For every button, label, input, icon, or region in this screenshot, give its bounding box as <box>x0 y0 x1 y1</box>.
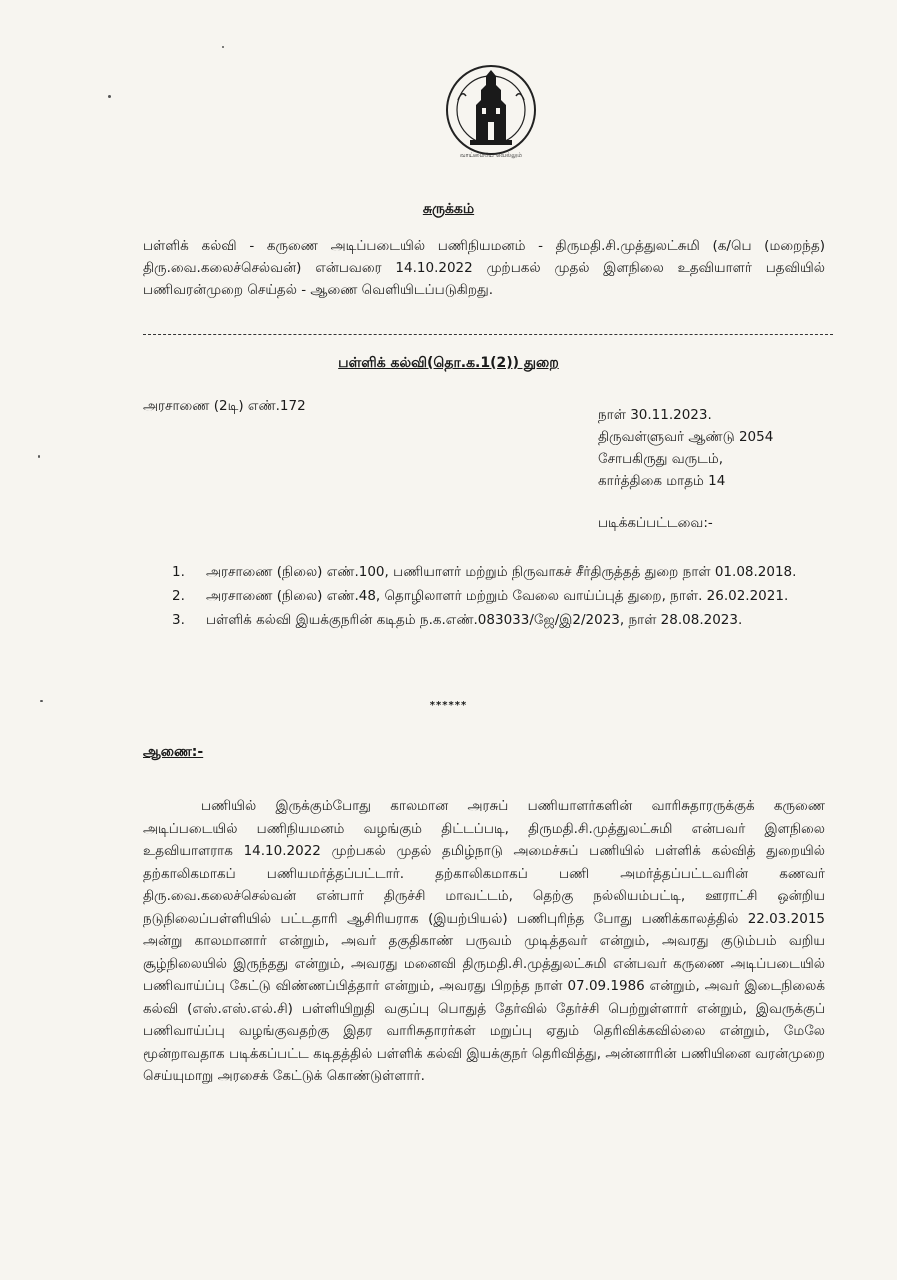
go-number: அரசாணை (2டி) எண்.172 <box>143 398 306 414</box>
reference-text: அரசாணை (நிலை) எண்.100, பணியாளர் மற்றும் நிருவாகச் சீர்திருத்தத் துறை நாள் 01.08.2018. <box>206 564 797 580</box>
date-block <box>598 404 858 492</box>
department-heading: பள்ளிக் கல்வி(தொ.க.1(2)) துறை <box>338 355 559 371</box>
year-cycle-line: சோபகிருது வருடம், <box>598 451 724 467</box>
dashed-divider <box>143 334 833 335</box>
read-label: படிக்கப்பட்டவை:- <box>598 515 713 531</box>
tamil-month-line: கார்த்திகை மாதம் 14 <box>598 473 726 489</box>
order-label: ஆணை:- <box>143 744 204 760</box>
reference-text: அரசாணை (நிலை) எண்.48, தொழிலாளர் மற்றும் வேலை வாய்ப்புத் துறை, நாள். 26.02.2021. <box>206 588 789 604</box>
reference-number: 1. <box>172 564 185 580</box>
scan-speck <box>38 455 40 458</box>
order-body: பணியில் இருக்கும்போது காலமான அரசுப் பணியாளர்களின் வாரிசுதாரருக்குக் கருணை அடிப்படையில் பணிநியமனம் வழங்கும் திட்டப்படி, திருமதி.சி.முத்துலட்சுமி என்பவர் இளநிலை உதவியாளராக 14.10.2022 முற்பகல் முதல் தமிழ்நாடு அமைச்சுப் பணியில் பள்ளிக் கல்வித் துறையில் தற்காலிகமாகப் பணியமர்த்தப்பட்டார். தற்காலிகமாகப் பணி அமர்த்தப்பட்டவரின் கணவர் திரு.வை.கலைச்செல்வன் என்பார் திருச்சி மாவட்டம், தெற்கு நல்லியம்பட்டி, ஊராட்சி ஒன்றிய நடுநிலைப்பள்ளியில் பட்டதாரி ஆசிரியராக (இயற்பியல்) பணிபுரிந்த போது பணிக்காலத்தில் 22.03.2015 அன்று காலமானார் என்றும், அவர் தகுதிகாண் பருவம் முடித்தவர் என்றும், அவரது குடும்பம் வறிய சூழ்நிலையில் இருந்தது என்றும், அவரது மனைவி திருமதி.சி.முத்துலட்சுமி என்பவர் கருணை அடிப்படையில் பணிவாய்ப்பு கேட்டு விண்ணப்பித்தார் என்றும், அவரது பிறந்த நாள் 07.09.1986 என்றும், அவர் இடைநிலைக் கல்வி (எஸ்.எஸ்.எல்.சி) பள்ளியிறுதி வகுப்பு பொதுத் தேர்வில் தேர்ச்சி பெற்றுள்ளார் என்றும், இவருக்குப் பணிவாய்ப்பு வழங்குவதற்கு இதர வாரிசுதாரர்கள் மறுப்பு ஏதும் தெரிவிக்கவில்லை என்றும், மேலே மூன்றாவதாக படிக்கப்பட்ட கடிதத்தில் பள்ளிக் கல்வி இயக்குநர் தெரிவித்து, அன்னாரின் பணியினை வரன்முறை செய்யுமாறு அரசைக் கேட்டுக் கொண்டுள்ளார். <box>143 798 825 1084</box>
references-list <box>172 562 812 634</box>
summary-text: பள்ளிக் கல்வி - கருணை அடிப்படையில் பணிநியமனம் - திருமதி.சி.முத்துலட்சுமி (க/பெ (மறைந்த) திரு.வை.கலைச்செல்வன்) என்பவரை 14.10.2022 முற்பகல் முதல் இளநிலை உதவியாளர் பதவியில் பணிவரன்முறை செய்தல் - ஆணை வெளியிடப்படுகிறது. <box>143 238 825 298</box>
summary-heading: சுருக்கம் <box>422 201 475 217</box>
scan-speck <box>222 46 224 48</box>
reference-number: 3. <box>172 612 185 628</box>
scan-speck <box>108 95 111 98</box>
emblem-motto: வாய்மையே வெல்லும் <box>459 152 523 159</box>
reference-text: பள்ளிக் கல்வி இயக்குநரின் கடிதம் ந.க.எண்.083033/ஜே/இ2/2023, நாள் 28.08.2023. <box>206 612 743 628</box>
reference-item <box>172 562 812 583</box>
reference-item <box>172 610 812 631</box>
reference-item <box>172 586 812 607</box>
date-line: நாள் 30.11.2023. <box>598 407 712 423</box>
reference-number: 2. <box>172 588 185 604</box>
separator: ****** <box>429 700 468 711</box>
tamil-year-line: திருவள்ளுவர் ஆண்டு 2054 <box>598 429 774 445</box>
